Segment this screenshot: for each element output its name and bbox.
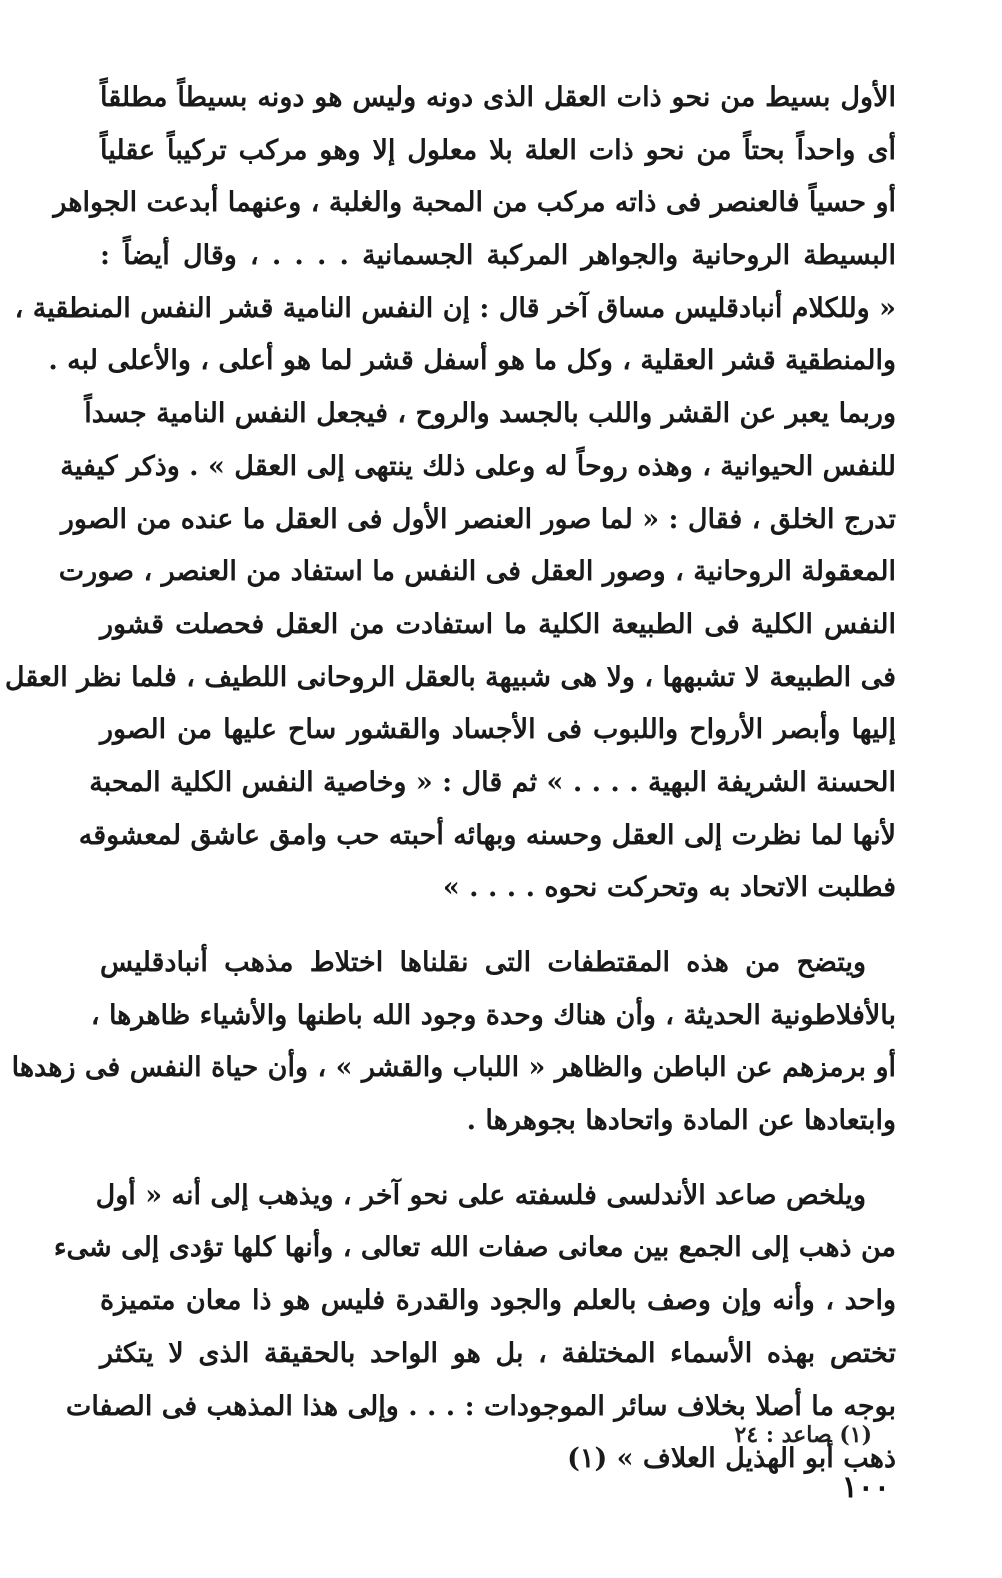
text-line: والمنطقية قشر العقلية ، وكل ما هو أسفل قشر لما هو أعلى ، والأعلى لبه . bbox=[48, 345, 896, 377]
text-line: الأول بسيط من نحو ذات العقل الذى دونه وليس هو دونه بسيطاً مطلقاً bbox=[100, 82, 896, 113]
text-line: وابتعادها عن المادة واتحادها بجوهرها . bbox=[466, 1105, 896, 1137]
text-line: فى الطبيعة لا تشبهها ، ولا هى شبيهة بالعقل الروحانى اللطيف ، فلما نظر العقل bbox=[4, 661, 896, 693]
paragraph-gap bbox=[100, 1148, 896, 1170]
text-line: بالأفلاطونية الحديثة ، وأن هناك وحدة وجود الله باطنها والأشياء ظاهرها ، bbox=[90, 999, 896, 1031]
text-line: وربما يعبر عن القشر واللب بالجسد والروح ، فيجعل النفس النامية جسداً bbox=[84, 398, 896, 430]
text-line: أى واحداً بحتاً من نحو ذات العلة بلا معلول إلا وهو مركب تركيباً عقلياً bbox=[100, 134, 896, 166]
text-line: النفس الكلية فى الطبيعة الكلية ما استفادت من العقل فحصلت قشور bbox=[100, 608, 896, 640]
text-line: بوجه ما أصلا بخلاف سائر الموجودات : . . . وإلى هذا المذهب فى الصفات bbox=[65, 1390, 896, 1422]
paragraph-2 bbox=[11, 937, 896, 1148]
footnote: (١) صاعد : ٢٤ bbox=[734, 1422, 872, 1448]
text-line: ويلخص صاعد الأندلسى فلسفته على نحو آخر ، ويذهب إلى أنه « أول bbox=[95, 1179, 866, 1211]
text-line: أو حسياً فالعنصر فى ذاته مركب من المحبة والغلبة ، وعنهما أبدعت الجواهر bbox=[53, 187, 896, 219]
text-line: البسيطة الروحانية والجواهر المركبة الجسمانية . . . . ، وقال أيضاً : bbox=[100, 240, 896, 272]
text-line: واحد ، وأنه وإن وصف بالعلم والجود والقدرة فليس هو ذا معان متميزة bbox=[100, 1285, 896, 1317]
text-line: الحسنة الشريفة البهية . . . . » ثم قال : « وخاصية النفس الكلية المحبة bbox=[89, 766, 896, 798]
text-line: ذهب أبو الهذيل العلاف » (١) bbox=[567, 1443, 896, 1475]
page-number: ١٠٠ bbox=[841, 1470, 890, 1505]
text-line: للنفس الحيوانية ، وهذه روحاً له وعلى ذلك ينتهى إلى العقل » . وذكر كيفية bbox=[60, 450, 896, 482]
paragraph-1 bbox=[4, 72, 896, 915]
main-text bbox=[4, 72, 896, 1486]
text-line: تدرج الخلق ، فقال : « لما صور العنصر الأول فى العقل ما عنده من الصور bbox=[60, 503, 896, 535]
text-line: ويتضح من هذه المقتطفات التى نقلناها اختلاط مذهب أنبادقليس bbox=[100, 947, 866, 978]
text-line: « وللكلام أنبادقليس مساق آخر قال : إن النفس النامية قشر النفس المنطقية ، bbox=[14, 292, 896, 324]
text-line: لأنها لما نظرت إلى العقل وحسنه وبهائه أحبته حب وامق عاشق لمعشوقه bbox=[78, 819, 896, 851]
text-line: فطلبت الاتحاد به وتحركت نحوه . . . . » bbox=[442, 872, 896, 904]
paragraph-gap bbox=[100, 915, 896, 937]
text-line: تختص بهذه الأسماء المختلفة ، بل هو الواحد بالحقيقة الذى لا يتكثر bbox=[100, 1337, 896, 1369]
text-line: من ذهب إلى الجمع بين معانى صفات الله تعالى ، وأنها كلها تؤدى إلى شىء bbox=[53, 1232, 896, 1264]
text-line: أو برمزهم عن الباطن والظاهر « اللباب والقشر » ، وأن حياة النفس فى زهدها bbox=[11, 1052, 896, 1084]
text-line: المعقولة الروحانية ، وصور العقل فى النفس ما استفاد من العنصر ، صورت bbox=[58, 556, 896, 588]
text-line: إليها وأبصر الأرواح واللبوب فى الأجساد والقشور ساح عليها من الصور bbox=[100, 714, 896, 746]
